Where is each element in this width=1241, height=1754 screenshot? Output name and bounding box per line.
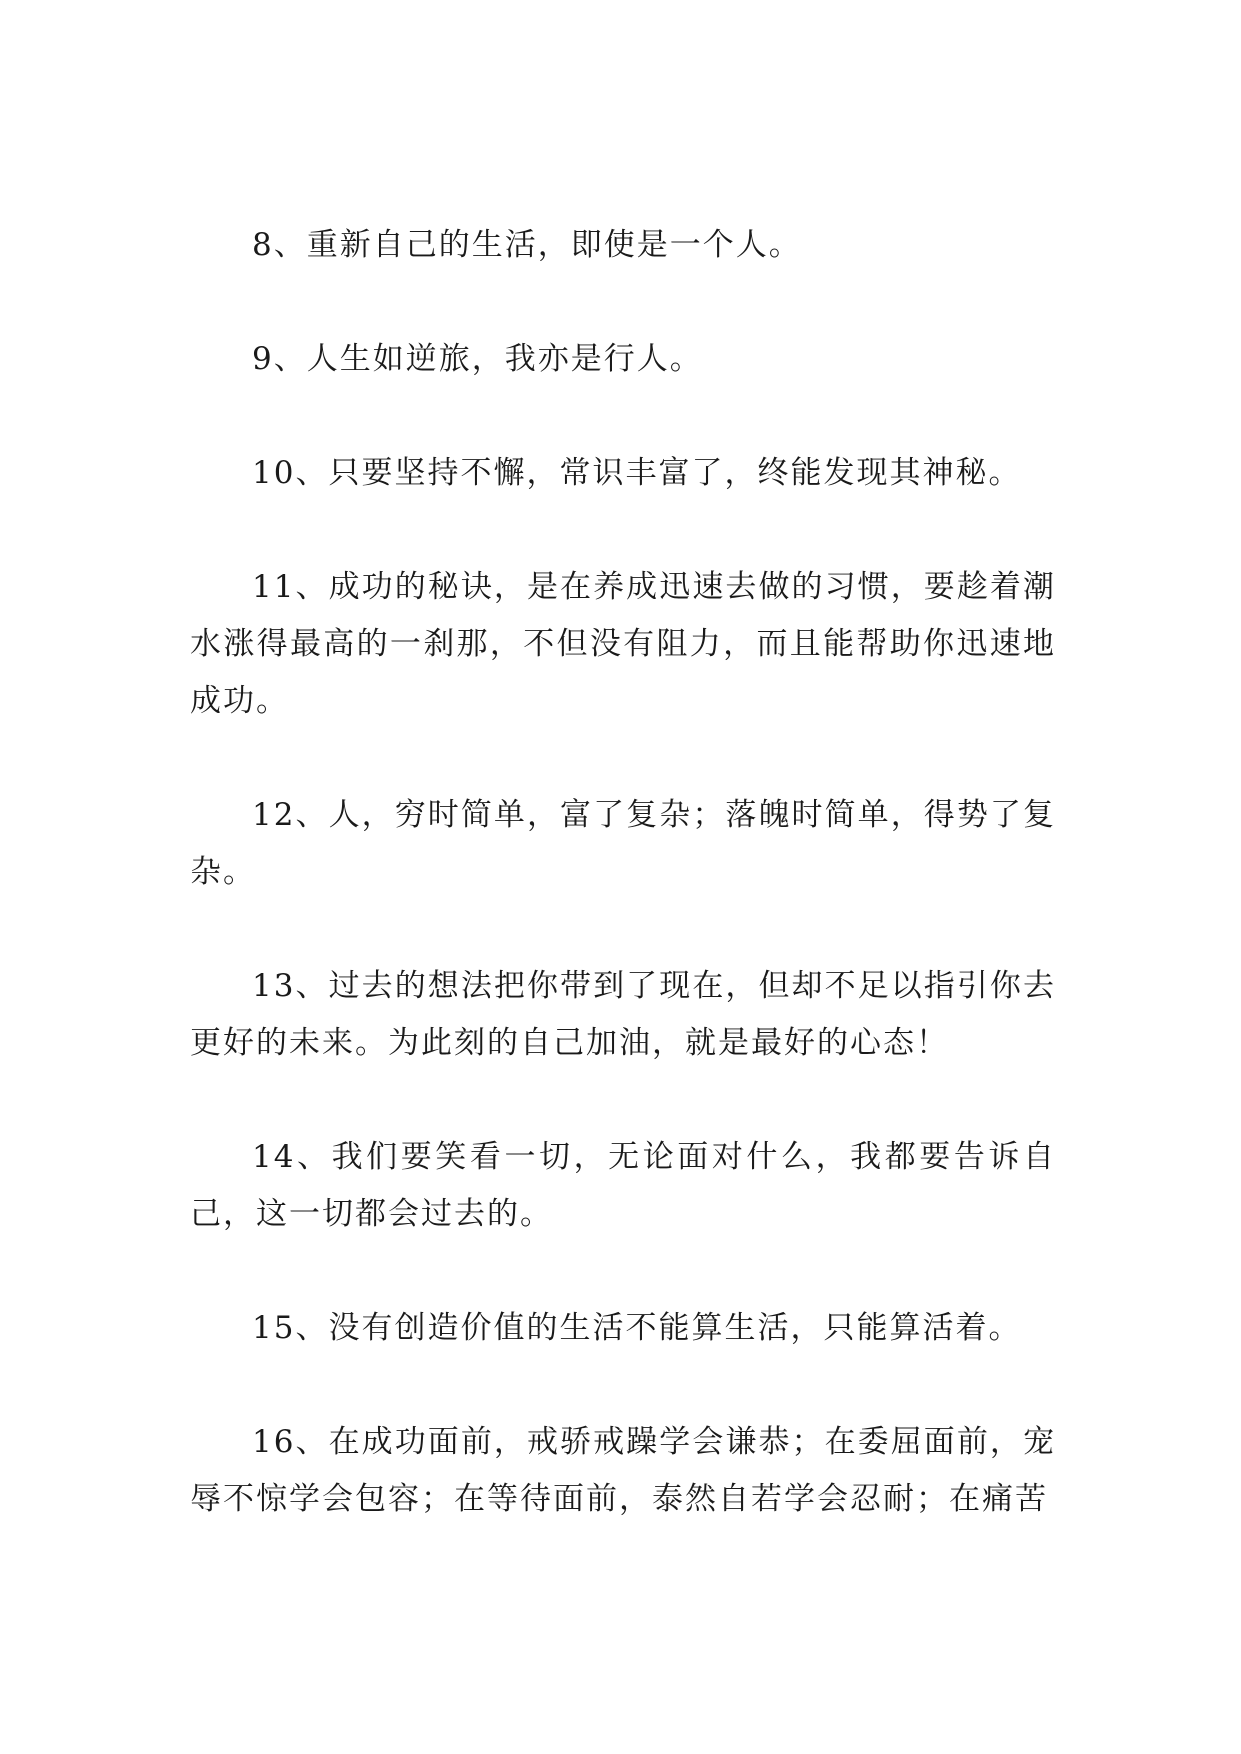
paragraph-8: 8、重新自己的生活，即使是一个人。	[252, 227, 802, 263]
paragraph-10: 10、只要坚持不懈，常识丰富了，终能发现其神秘。	[252, 455, 1022, 491]
paragraph-15: 15、没有创造价值的生活不能算生活，只能算活着。	[252, 1310, 1022, 1346]
paragraph-12: 12、人，穷时简单，富了复杂；落魄时简单，得势了复杂。	[190, 797, 1056, 890]
paragraph-11: 11、成功的秘诀，是在养成迅速去做的习惯，要趁着潮水涨得最高的一刹那，不但没有阻力，而且能帮助你迅速地成功。	[190, 569, 1056, 719]
document-body	[190, 217, 1056, 1528]
paragraph-13: 13、过去的想法把你带到了现在，但却不足以指引你去更好的未来。为此刻的自己加油，就是最好的心态！	[190, 968, 1056, 1061]
paragraph-14: 14、我们要笑看一切，无论面对什么，我都要告诉自己，这一切都会过去的。	[190, 1139, 1056, 1232]
paragraph-16: 16、在成功面前，戒骄戒躁学会谦恭；在委屈面前，宠辱不惊学会包容；在等待面前，泰然自若学会忍耐；在痛苦	[190, 1424, 1056, 1517]
paragraph-9: 9、人生如逆旅，我亦是行人。	[252, 341, 703, 377]
